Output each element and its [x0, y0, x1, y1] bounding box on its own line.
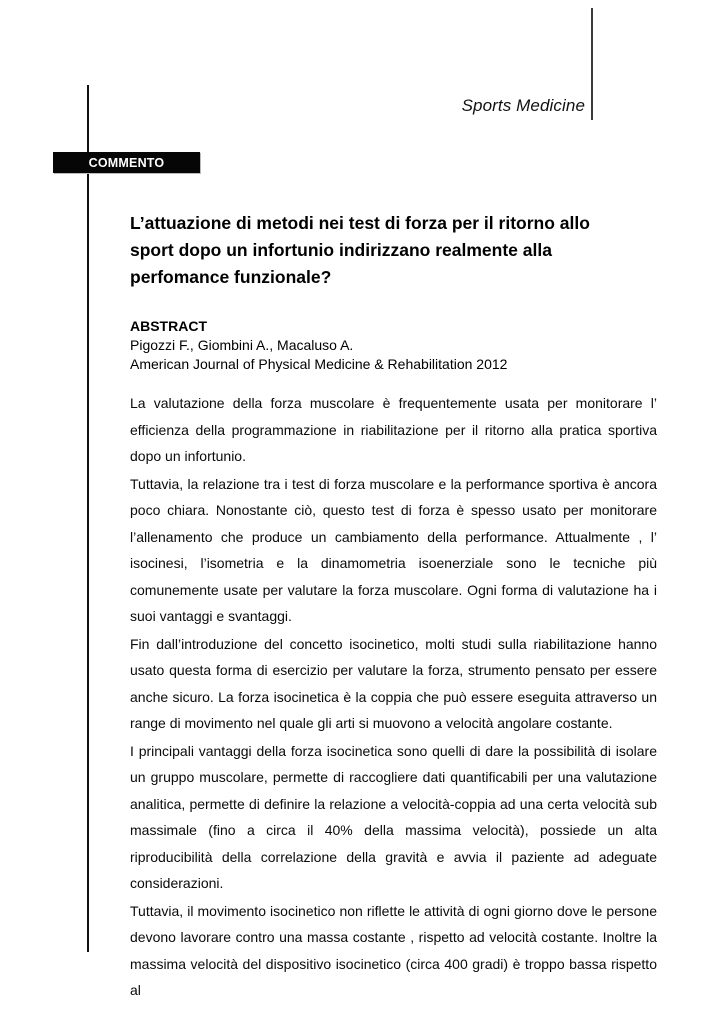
abstract-journal-ref: American Journal of Physical Medicine & Rehabilitation 2012 — [130, 356, 508, 372]
abstract-label: ABSTRACT — [130, 318, 207, 334]
article-title-line-1: L’attuazione di metodi nei test di forza per il ritorno allo — [130, 213, 590, 233]
left-margin-rule — [87, 85, 89, 952]
article-body — [130, 390, 657, 1004]
header-crop-mark — [591, 8, 593, 120]
journal-header: Sports Medicine — [461, 96, 585, 115]
article-title-line-2: sport dopo un infortunio indirizzano realmente alla — [130, 240, 552, 260]
section-banner-label: COMMENTO — [88, 155, 165, 170]
body-paragraph: I principali vantaggi della forza isocinetica sono quelli di dare la possibilità di isolare un gruppo muscolare, permette di raccogliere dati quantificabili per una valutazione analitica, permette di definire la relazione a velocità-coppia ad una certa velocità sub massimale (fino a circa il 40% della massima velocità), possiede un alta riproducibilità della correlazione della gravità e avvia il paziente ad adeguate considerazioni. — [130, 742, 657, 891]
article-content — [130, 210, 657, 1005]
body-paragraph: La valutazione della forza muscolare è frequentemente usata per monitorare l’ efficienza della programmazione in riabilitazione per il ritorno alla pratica sportiva dopo un infortunio. — [130, 395, 657, 464]
body-paragraph: Tuttavia, il movimento isocinetico non riflette le attività di ogni giorno dove le persone devono lavorare contro una massa costante , rispetto ad velocità costante. Inoltre la massima velocità del dispositivo isocinetico (circa 400 gradi) è troppo bassa rispetto al — [130, 902, 657, 998]
body-paragraph: Tuttavia, la relazione tra i test di forza muscolare e la performance sportiva è ancora poco chiara. Nonostante ciò, questo test di forza è spesso usato per monitorare l’allenamento che produce un cambiamento della performance. Attualmente , l’ isocinesi, l’isometria e la dinamometria isoenerziale sono le tecniche più comunemente usate per valutare la forza muscolare. Ogni forma di valutazione ha i suoi vantaggi e svantaggi. — [130, 475, 657, 624]
abstract-authors: Pigozzi F., Giombini A., Macaluso A. — [130, 337, 354, 353]
section-banner — [53, 152, 200, 173]
article-title-line-3: perfomance funzionale? — [130, 267, 332, 287]
abstract-block — [130, 317, 657, 374]
body-paragraph: Fin dall’introduzione del concetto isocinetico, molti studi sulla riabilitazione hanno usato questa forma di esercizio per valutare la forza, strumento pensato per essere anche sicuro. La forza isocinetica è la coppia che può essere eseguita attraverso un range di movimento nel quale gli arti si muovono a velocità angolare costante. — [130, 635, 657, 731]
article-title — [130, 210, 657, 291]
